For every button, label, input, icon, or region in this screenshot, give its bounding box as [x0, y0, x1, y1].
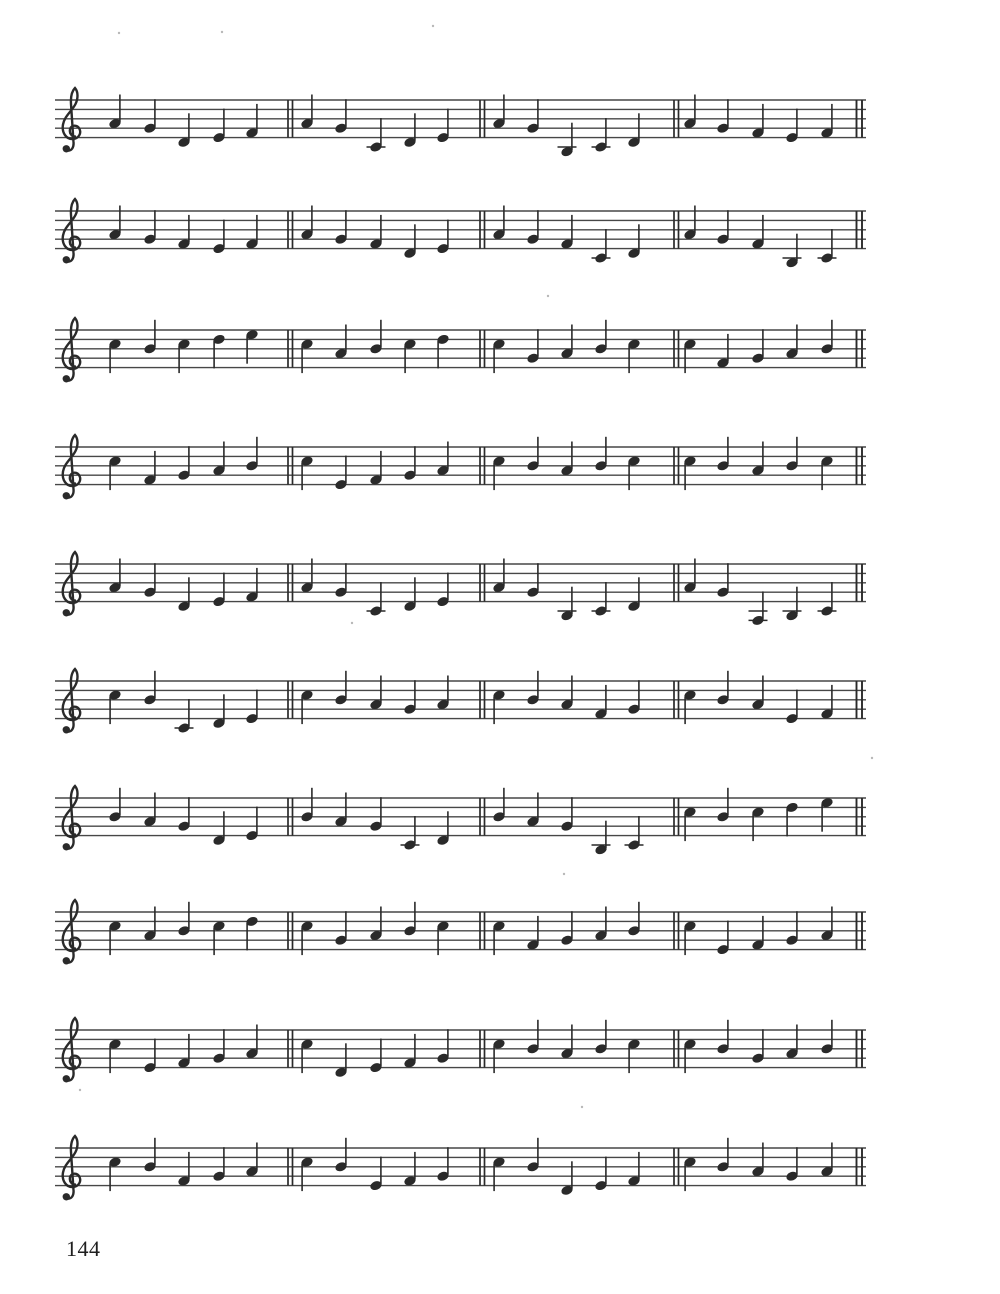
- quarter-note: [526, 210, 540, 245]
- quarter-note: [436, 573, 450, 608]
- treble-clef-icon: [63, 88, 81, 153]
- quarter-note: [369, 1157, 383, 1192]
- quarter-note: [526, 437, 540, 472]
- quarter-note: [436, 1029, 450, 1064]
- treble-clef-icon: [63, 199, 81, 264]
- quarter-note: [334, 99, 348, 134]
- quarter-note: [592, 118, 611, 153]
- staff-row-10: [55, 1136, 866, 1201]
- quarter-note: [492, 788, 506, 823]
- quarter-note: [785, 437, 799, 472]
- quarter-note: [245, 807, 259, 842]
- quarter-note: [594, 437, 608, 472]
- scan-speck: [563, 873, 565, 875]
- scan-speck: [432, 25, 434, 27]
- quarter-note: [245, 915, 259, 950]
- quarter-note: [820, 320, 834, 355]
- quarter-note: [212, 573, 226, 608]
- quarter-note: [594, 320, 608, 355]
- quarter-note: [436, 333, 450, 368]
- quarter-note: [334, 671, 348, 706]
- quarter-note: [143, 320, 157, 355]
- treble-clef-icon: [63, 435, 81, 500]
- treble-clef-icon: [63, 1136, 81, 1201]
- quarter-note: [108, 788, 122, 823]
- quarter-note: [716, 210, 730, 245]
- quarter-note: [627, 902, 641, 937]
- quarter-note: [627, 680, 641, 715]
- treble-clef-icon: [63, 318, 81, 383]
- quarter-note: [751, 329, 765, 364]
- staff-row-8: [55, 900, 866, 965]
- quarter-note: [212, 333, 226, 368]
- quarter-note: [367, 582, 386, 617]
- quarter-note: [175, 699, 194, 734]
- quarter-note: [334, 563, 348, 598]
- quarter-note: [716, 437, 730, 472]
- quarter-note: [436, 109, 450, 144]
- quarter-note: [526, 563, 540, 598]
- quarter-note: [526, 329, 540, 364]
- quarter-note: [367, 118, 386, 153]
- quarter-note: [716, 921, 730, 956]
- quarter-note: [785, 911, 799, 946]
- quarter-note: [716, 671, 730, 706]
- quarter-note: [143, 1138, 157, 1173]
- quarter-note: [751, 1029, 765, 1064]
- treble-clef-icon: [63, 786, 81, 851]
- quarter-note: [300, 788, 314, 823]
- quarter-note: [560, 911, 574, 946]
- staff-row-5: [55, 552, 866, 626]
- quarter-note: [245, 690, 259, 725]
- quarter-note: [177, 902, 191, 937]
- quarter-note: [334, 1138, 348, 1173]
- quarter-note: [403, 680, 417, 715]
- quarter-note: [143, 563, 157, 598]
- quarter-note: [526, 1020, 540, 1055]
- quarter-note: [526, 671, 540, 706]
- quarter-note: [143, 99, 157, 134]
- quarter-note: [716, 1020, 730, 1055]
- treble-clef-icon: [63, 900, 81, 965]
- quarter-note: [785, 690, 799, 725]
- scan-speck: [351, 622, 353, 624]
- scan-speck: [547, 295, 549, 297]
- quarter-note: [177, 446, 191, 481]
- scan-speck: [79, 1089, 81, 1091]
- staff-row-6: [55, 669, 866, 734]
- scan-speck: [581, 1106, 583, 1108]
- quarter-note: [716, 563, 730, 598]
- quarter-note: [177, 797, 191, 832]
- quarter-note: [245, 437, 259, 472]
- quarter-note: [785, 1147, 799, 1182]
- staff-row-7: [55, 786, 866, 856]
- staff-row-9: [55, 1018, 866, 1083]
- quarter-note: [716, 788, 730, 823]
- quarter-note: [369, 1039, 383, 1074]
- quarter-note: [403, 446, 417, 481]
- quarter-note: [143, 671, 157, 706]
- quarter-note: [592, 229, 611, 264]
- treble-clef-icon: [63, 552, 81, 617]
- quarter-note: [334, 456, 348, 491]
- quarter-note: [560, 797, 574, 832]
- quarter-note: [401, 816, 420, 851]
- quarter-note: [403, 902, 417, 937]
- quarter-note: [526, 1138, 540, 1173]
- quarter-note: [785, 801, 799, 836]
- staff-row-3: [55, 318, 866, 383]
- quarter-note: [436, 1147, 450, 1182]
- quarter-note: [820, 1020, 834, 1055]
- quarter-note: [212, 109, 226, 144]
- quarter-note: [625, 816, 644, 851]
- quarter-note: [212, 1029, 226, 1064]
- quarter-note: [369, 320, 383, 355]
- quarter-note: [212, 220, 226, 255]
- scan-speck: [871, 757, 873, 759]
- quarter-note: [716, 99, 730, 134]
- treble-clef-icon: [63, 669, 81, 734]
- quarter-note: [212, 1147, 226, 1182]
- treble-clef-icon: [63, 1018, 81, 1083]
- quarter-note: [594, 1157, 608, 1192]
- quarter-note: [716, 1138, 730, 1173]
- staff-row-2: [55, 199, 866, 269]
- page-number: 144: [66, 1236, 101, 1261]
- quarter-note: [334, 210, 348, 245]
- quarter-note: [594, 1020, 608, 1055]
- quarter-note: [436, 220, 450, 255]
- quarter-note: [143, 1039, 157, 1074]
- quarter-note: [818, 582, 837, 617]
- quarter-note: [818, 229, 837, 264]
- staff-row-4: [55, 435, 866, 500]
- quarter-note: [369, 797, 383, 832]
- quarter-note: [785, 109, 799, 144]
- quarter-note: [526, 99, 540, 134]
- quarter-note: [143, 210, 157, 245]
- quarter-note: [749, 591, 768, 626]
- scan-speck: [118, 32, 120, 34]
- scan-speck: [221, 31, 223, 33]
- quarter-note: [334, 911, 348, 946]
- staff-row-1: [55, 88, 866, 158]
- quarter-note: [592, 582, 611, 617]
